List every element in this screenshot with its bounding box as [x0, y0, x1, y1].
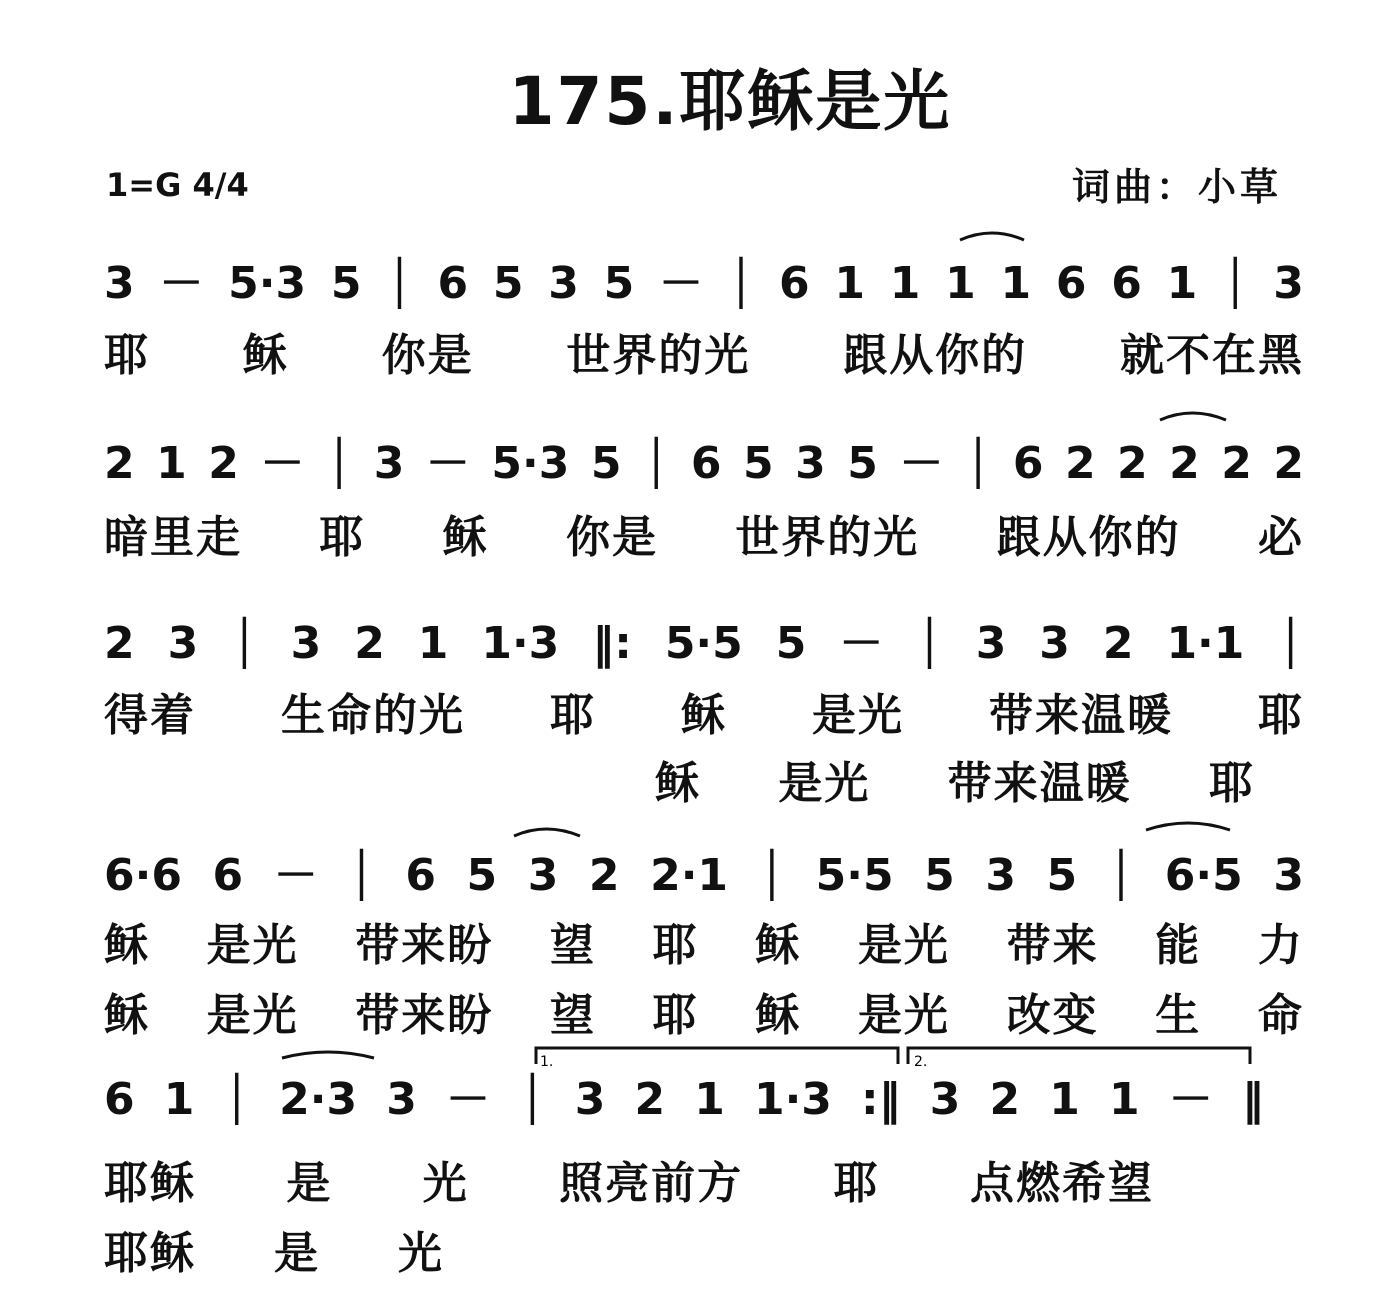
score-token: │	[231, 618, 258, 669]
score-token: 2	[1169, 438, 1200, 489]
score-token: 照亮前方	[559, 1158, 744, 1209]
score-token: 3	[1039, 618, 1070, 669]
score-token: 3	[574, 1074, 606, 1125]
score-token: 3	[548, 258, 579, 309]
score-token: 6	[1055, 258, 1087, 309]
score-token: │	[964, 438, 992, 489]
notation-line-4	[104, 850, 1304, 902]
score-token: 2	[354, 618, 385, 669]
score-token: 6	[778, 258, 810, 309]
score-token: 2	[208, 438, 239, 489]
score-token: 耶	[550, 690, 596, 741]
score-token: 5	[1046, 850, 1078, 901]
score-token: │	[916, 618, 943, 669]
score-token: 望	[549, 920, 596, 971]
score-token: 3	[985, 850, 1016, 901]
score-token: 耶	[104, 330, 150, 381]
score-token: 5	[924, 850, 955, 901]
notation-line-1	[104, 258, 1304, 310]
score-token: 耶	[652, 920, 699, 971]
score-token: :‖	[861, 1074, 901, 1125]
tie-mark	[1160, 413, 1226, 420]
score-token: 3	[167, 618, 199, 669]
lyrics-line-3a	[104, 690, 1304, 742]
lyrics-line-1	[104, 330, 1304, 382]
score-token: 光	[422, 1158, 469, 1209]
score-token: －	[159, 258, 204, 309]
score-token: 1·3	[753, 1074, 832, 1125]
score-token: 2·3	[279, 1074, 358, 1125]
score-token: 1·3	[481, 618, 560, 669]
score-token: 必	[1257, 512, 1304, 563]
score-token: 2	[989, 1074, 1021, 1125]
score-token: │	[386, 258, 413, 309]
score-token: 5	[466, 850, 498, 901]
score-token: 稣	[755, 990, 802, 1041]
score-token: 点燃希望	[969, 1158, 1154, 1209]
tie-mark	[282, 1052, 374, 1058]
score-token: 带来盼	[355, 920, 494, 971]
score-token: 1	[1000, 258, 1032, 309]
score-token: 6	[405, 850, 436, 901]
score-token: 改变	[1006, 990, 1099, 1041]
score-token: 3	[795, 438, 826, 489]
score-token: 2	[1117, 438, 1148, 489]
score-token: 是	[286, 1158, 333, 1209]
score-token: 5·3	[491, 438, 570, 489]
score-token: 6	[212, 850, 244, 901]
lyrics-line-5a	[104, 1158, 1154, 1210]
score-token: 5	[775, 618, 807, 669]
score-token: 6·6	[104, 850, 182, 901]
score-token: 跟从你的	[843, 330, 1028, 381]
score-token: 2·1	[650, 850, 729, 901]
score-token: 稣	[655, 758, 701, 809]
score-token: 6	[104, 1074, 135, 1125]
score-token: 2	[104, 438, 135, 489]
score-token: 得着	[104, 690, 196, 741]
score-token: 是光	[206, 920, 299, 971]
score-token: 2	[588, 850, 620, 901]
notation-line-3	[104, 618, 1304, 670]
key-signature: 1=G 4/4	[106, 166, 249, 204]
score-token: 3	[975, 618, 1007, 669]
score-token: │	[519, 1074, 546, 1125]
score-token: －	[273, 850, 318, 901]
score-token: │	[325, 438, 353, 489]
score-token: 生	[1155, 990, 1202, 1041]
score-token: 稣	[104, 990, 150, 1041]
score-token: 3	[527, 850, 559, 901]
tie-mark	[514, 829, 580, 836]
score-token: 3	[929, 1074, 961, 1125]
score-token: 是	[274, 1228, 320, 1279]
score-token: │	[1221, 258, 1249, 309]
score-token: │	[727, 258, 755, 309]
score-token: 1	[156, 438, 187, 489]
score-token: －	[899, 438, 944, 489]
lyrics-line-4a	[104, 920, 1304, 972]
score-token: 带来	[1006, 920, 1099, 971]
score-token: │	[1107, 850, 1135, 901]
score-token: 1	[1166, 258, 1198, 309]
score-token: 力	[1257, 920, 1304, 971]
score-token: 暗里走	[104, 512, 242, 563]
score-token: 6	[690, 438, 722, 489]
score-token: －	[658, 258, 703, 309]
notation-line-5	[104, 1074, 1264, 1126]
score-token: 1	[1109, 1074, 1140, 1125]
score-token: 2	[1221, 438, 1252, 489]
score-token: 稣	[242, 330, 289, 381]
score-token: 带来温暖	[947, 758, 1132, 809]
score-token: 耶	[319, 512, 366, 563]
score-token: 带来温暖	[989, 690, 1173, 741]
lyrics-line-2	[104, 512, 1304, 564]
score-token: ‖	[1241, 1074, 1264, 1125]
score-token: 1	[834, 258, 865, 309]
score-token: 3	[1273, 850, 1304, 901]
score-token: －	[445, 1074, 490, 1125]
score-token: 光	[398, 1228, 444, 1279]
author-credit: 词曲：小草	[1072, 165, 1283, 209]
tie-mark	[960, 233, 1024, 240]
score-token: 5	[330, 258, 362, 309]
score-token: 1·1	[1166, 618, 1245, 669]
score-token: 稣	[681, 690, 727, 741]
score-token: 稣	[755, 920, 802, 971]
volta-bracket-2	[908, 1048, 1250, 1064]
volta-label-1: 1.	[540, 1054, 554, 1070]
score-token: 你是	[381, 330, 474, 381]
score-token: 耶稣	[104, 1228, 196, 1279]
score-token: 能	[1155, 920, 1202, 971]
lyrics-line-4b	[104, 990, 1304, 1042]
score-token: 1	[163, 1074, 195, 1125]
score-token: 5	[492, 258, 524, 309]
score-token: 2	[104, 618, 135, 669]
score-token: 3	[1273, 258, 1304, 309]
score-token: │	[758, 850, 786, 901]
score-token: －	[839, 618, 884, 669]
score-token: －	[1168, 1074, 1213, 1125]
score-token: │	[642, 438, 670, 489]
score-token: －	[260, 438, 305, 489]
score-token: 命	[1257, 990, 1304, 1041]
score-token: 1	[417, 618, 449, 669]
score-token: 2	[1273, 438, 1304, 489]
song-title: 175.耶稣是光	[508, 63, 952, 140]
score-token: 稣	[442, 512, 489, 563]
score-token: 耶稣	[104, 1158, 196, 1209]
score-token: 6	[1012, 438, 1044, 489]
score-token: 1	[694, 1074, 725, 1125]
score-token: 望	[549, 990, 596, 1041]
score-token: 3	[386, 1074, 417, 1125]
volta-bracket-1	[536, 1048, 898, 1064]
score-token: 生命的光	[281, 690, 465, 741]
score-token: 5·3	[228, 258, 307, 309]
score-token: │	[223, 1074, 250, 1125]
score-token: 6	[437, 258, 469, 309]
notation-line-2	[104, 438, 1304, 490]
score-token: 世界的光	[735, 512, 920, 563]
score-token: 2	[1064, 438, 1096, 489]
score-token: 1	[945, 258, 976, 309]
score-token: 3	[104, 258, 135, 309]
score-token: 5	[590, 438, 622, 489]
score-token: 耶	[833, 1158, 880, 1209]
volta-label-2: 2.	[914, 1054, 928, 1070]
score-token: 耶	[1208, 758, 1255, 809]
score-token: 5·5	[815, 850, 894, 901]
score-token: 3	[373, 438, 405, 489]
score-token: 耶	[1258, 690, 1304, 741]
score-token: │	[1277, 618, 1304, 669]
score-token: 稣	[104, 920, 150, 971]
score-token: 是光	[857, 920, 950, 971]
score-token: 是光	[857, 990, 950, 1041]
score-token: 2	[634, 1074, 666, 1125]
score-token: ‖:	[592, 618, 632, 669]
score-token: 是光	[778, 758, 871, 809]
score-token: 世界的光	[566, 330, 751, 381]
score-token: 5	[847, 438, 878, 489]
score-token: 跟从你的	[996, 512, 1181, 563]
lyrics-line-5b	[104, 1228, 444, 1280]
score-token: 1	[889, 258, 921, 309]
score-token: 2	[1102, 618, 1134, 669]
score-token: 就不在黑	[1119, 330, 1304, 381]
score-token: 1	[1049, 1074, 1080, 1125]
score-token: 6	[1111, 258, 1142, 309]
score-token: 3	[290, 618, 322, 669]
score-token: 带来盼	[355, 990, 494, 1041]
score-token: 6·5	[1164, 850, 1243, 901]
score-token: 5	[603, 258, 635, 309]
tie-mark	[1146, 823, 1230, 830]
score-token: 5·5	[664, 618, 743, 669]
score-token: 5	[743, 438, 774, 489]
score-token: 是光	[206, 990, 299, 1041]
score-token: │	[348, 850, 375, 901]
lyrics-line-3b	[655, 758, 1255, 810]
score-token: 是光	[812, 690, 904, 741]
score-token: 耶	[652, 990, 699, 1041]
score-token: 你是	[565, 512, 658, 563]
score-token: －	[425, 438, 470, 489]
